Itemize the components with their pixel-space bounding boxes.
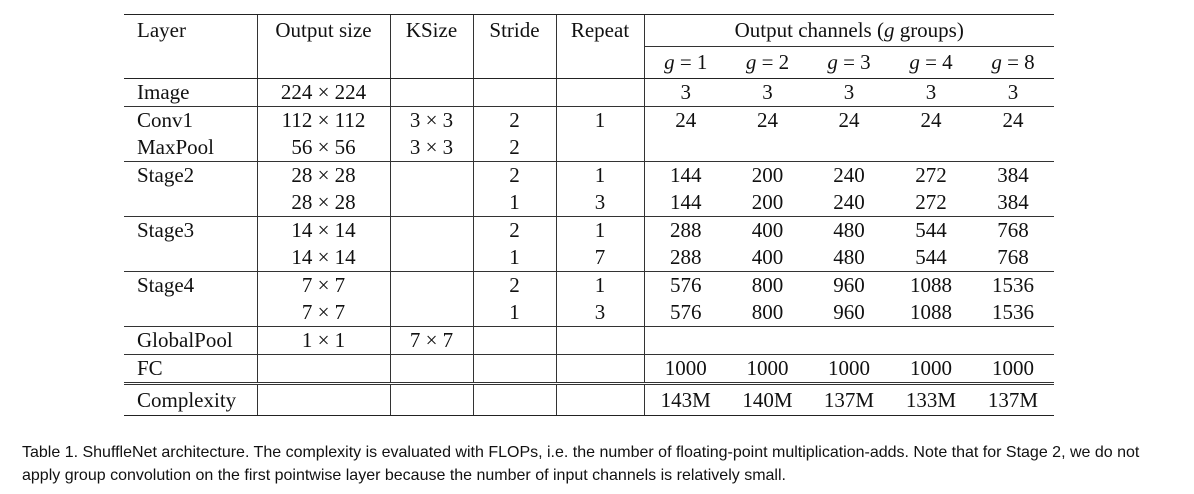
- cell-g2: 200: [751, 163, 784, 187]
- cell-g8: 768: [972, 244, 1054, 272]
- cell-g3: 960: [833, 273, 865, 297]
- cell-g4: 272: [890, 189, 972, 217]
- group-header-g2: g = 2: [727, 47, 808, 79]
- cell-g3: 240: [833, 163, 865, 187]
- cell-g4: [890, 134, 972, 162]
- cell-ksize: 3 × 3: [390, 134, 473, 162]
- cell-g4: 133M: [890, 384, 972, 416]
- cell-g3: 137M: [808, 384, 890, 416]
- cell-layer: [124, 244, 257, 272]
- cell-g8: [972, 327, 1054, 355]
- cell-g8: 1536: [992, 273, 1034, 297]
- cell-repeat: [556, 384, 644, 416]
- cell-output-size: 7 × 7: [257, 299, 390, 327]
- table-row: [124, 384, 1054, 416]
- cell-g2: 3: [727, 79, 808, 107]
- cell-repeat: [556, 134, 644, 162]
- cell-ksize: [390, 217, 473, 245]
- cell-g4: 24: [920, 108, 942, 132]
- cell-repeat: 3: [556, 299, 644, 327]
- cell-stride: 2: [473, 272, 556, 300]
- cell-output-size: 7 × 7: [257, 272, 390, 300]
- cell-output-size: 14 × 14: [257, 244, 390, 272]
- table-caption: Table 1. ShuffleNet architecture. The complexity is evaluated with FLOPs, i.e. the number of floating-point multiplication-adds. Note that for Stage 2, we do not apply group convolution on the first pointwise layer because the number of input channels is relatively small.: [22, 444, 1140, 484]
- cell-layer: Complexity: [124, 384, 257, 416]
- cell-g8: 384: [997, 163, 1029, 187]
- header-row: [124, 15, 1054, 47]
- cell-g3: [808, 134, 890, 162]
- cell-layer: Stage3: [137, 218, 195, 242]
- cell-stride: 1: [473, 299, 556, 327]
- cell-g3: 960: [808, 299, 890, 327]
- cell-ksize: 7 × 7: [390, 327, 473, 355]
- table-row: [124, 217, 1054, 245]
- cell-output-size: [257, 355, 390, 384]
- cell-g3: 1000: [808, 355, 890, 384]
- cell-layer: GlobalPool: [124, 327, 257, 355]
- cell-g1: 288: [644, 244, 727, 272]
- cell-g3: [808, 327, 890, 355]
- table-row: [124, 244, 1054, 272]
- cell-g8: 137M: [972, 384, 1054, 416]
- cell-repeat: [556, 355, 644, 384]
- cell-ksize: [390, 79, 473, 107]
- cell-g4: [890, 327, 972, 355]
- cell-repeat: 3: [556, 189, 644, 217]
- cell-stride: [473, 355, 556, 384]
- table-row: [124, 134, 1054, 162]
- cell-g2: 400: [751, 218, 784, 242]
- cell-g1: 144: [644, 162, 727, 190]
- table-row: [124, 272, 1054, 300]
- cell-ksize: [390, 299, 473, 327]
- header-output-channels: Output channels (g groups): [644, 15, 1054, 47]
- cell-stride: [473, 384, 556, 416]
- cell-output-size: 56 × 56: [257, 134, 390, 162]
- cell-g8: 768: [997, 218, 1029, 242]
- cell-g1: 24: [644, 107, 727, 135]
- cell-g2: 800: [751, 273, 784, 297]
- cell-g1: 3: [644, 79, 727, 107]
- cell-g1: 1000: [644, 355, 727, 384]
- cell-g8: 3: [972, 79, 1054, 107]
- cell-stride: 1: [473, 189, 556, 217]
- header-stride: Stride: [473, 15, 556, 47]
- cell-g2: 400: [727, 244, 808, 272]
- cell-g4: 3: [890, 79, 972, 107]
- cell-layer: MaxPool: [124, 134, 257, 162]
- header-output-size: Output size: [257, 15, 390, 47]
- cell-stride: 1: [473, 244, 556, 272]
- group-header-row: [124, 47, 1054, 79]
- cell-ksize: [390, 162, 473, 190]
- cell-layer: Stage4: [137, 273, 195, 297]
- cell-g4: 544: [890, 244, 972, 272]
- cell-g2: 200: [727, 189, 808, 217]
- cell-g1: 143M: [644, 384, 727, 416]
- cell-g4: 272: [915, 163, 947, 187]
- cell-g2: 1000: [727, 355, 808, 384]
- cell-ksize: 3 × 3: [390, 107, 473, 135]
- architecture-table: [124, 14, 1054, 416]
- cell-output-size: 224 × 224: [257, 79, 390, 107]
- cell-g3: 480: [833, 218, 865, 242]
- cell-repeat: [556, 327, 644, 355]
- cell-output-size: 28 × 28: [257, 189, 390, 217]
- cell-output-size: 1 × 1: [257, 327, 390, 355]
- table-row: [124, 327, 1054, 355]
- table-row: [124, 299, 1054, 327]
- cell-stride: 2: [473, 134, 556, 162]
- cell-stride: 2: [473, 162, 556, 190]
- group-header-g3: g = 3: [808, 47, 890, 79]
- cell-g3: 480: [808, 244, 890, 272]
- cell-repeat: 1: [556, 272, 644, 300]
- cell-g4: 544: [915, 218, 947, 242]
- table-row: [124, 162, 1054, 190]
- table-body: [124, 79, 1054, 416]
- cell-output-size: [257, 384, 390, 416]
- cell-ksize: [390, 189, 473, 217]
- header-ksize: KSize: [390, 15, 473, 47]
- table-row: [124, 355, 1054, 384]
- cell-stride: [473, 327, 556, 355]
- cell-ksize: [390, 384, 473, 416]
- cell-output-size: 112 × 112: [257, 107, 390, 135]
- group-header-g4: g = 4: [890, 47, 972, 79]
- group-header-g8: g = 8: [972, 47, 1054, 79]
- cell-g8: 1000: [972, 355, 1054, 384]
- cell-g8: 24: [1002, 108, 1024, 132]
- cell-repeat: [556, 79, 644, 107]
- cell-g2: 800: [727, 299, 808, 327]
- cell-g8: [972, 134, 1054, 162]
- table-row: [124, 79, 1054, 107]
- cell-g1: 144: [644, 189, 727, 217]
- cell-g8: 1536: [972, 299, 1054, 327]
- cell-g1: [644, 134, 727, 162]
- cell-g3: 3: [808, 79, 890, 107]
- cell-output-size: 14 × 14: [257, 217, 390, 245]
- cell-layer: [124, 299, 257, 327]
- cell-g1: 576: [644, 299, 727, 327]
- cell-g1: [644, 327, 727, 355]
- cell-g4: 1088: [910, 273, 952, 297]
- cell-g4: 1000: [890, 355, 972, 384]
- cell-g8: 384: [972, 189, 1054, 217]
- cell-layer: Conv1: [137, 108, 194, 132]
- group-header-g1: g = 1: [644, 47, 727, 79]
- cell-ksize: [390, 355, 473, 384]
- cell-g3: 240: [808, 189, 890, 217]
- cell-stride: 2: [473, 217, 556, 245]
- table-row: [124, 189, 1054, 217]
- cell-output-size: 28 × 28: [257, 162, 390, 190]
- cell-layer: [124, 189, 257, 217]
- cell-ksize: [390, 244, 473, 272]
- cell-g1: 288: [644, 217, 727, 245]
- cell-stride: [473, 79, 556, 107]
- cell-g2: [727, 134, 808, 162]
- cell-repeat: 1: [556, 217, 644, 245]
- header-layer: Layer: [124, 15, 257, 47]
- cell-g2: 140M: [727, 384, 808, 416]
- cell-layer: Stage2: [137, 163, 195, 187]
- cell-repeat: 1: [556, 107, 644, 135]
- cell-g1: 576: [644, 272, 727, 300]
- cell-g2: [727, 327, 808, 355]
- cell-g3: 24: [838, 108, 860, 132]
- table-row: [124, 107, 1054, 135]
- cell-layer: Image: [124, 79, 257, 107]
- cell-g2: 24: [757, 108, 778, 132]
- cell-g4: 1088: [890, 299, 972, 327]
- cell-repeat: 7: [556, 244, 644, 272]
- cell-ksize: [390, 272, 473, 300]
- header-repeat: Repeat: [556, 15, 644, 47]
- cell-repeat: 1: [556, 162, 644, 190]
- cell-stride: 2: [473, 107, 556, 135]
- cell-layer: FC: [124, 355, 257, 384]
